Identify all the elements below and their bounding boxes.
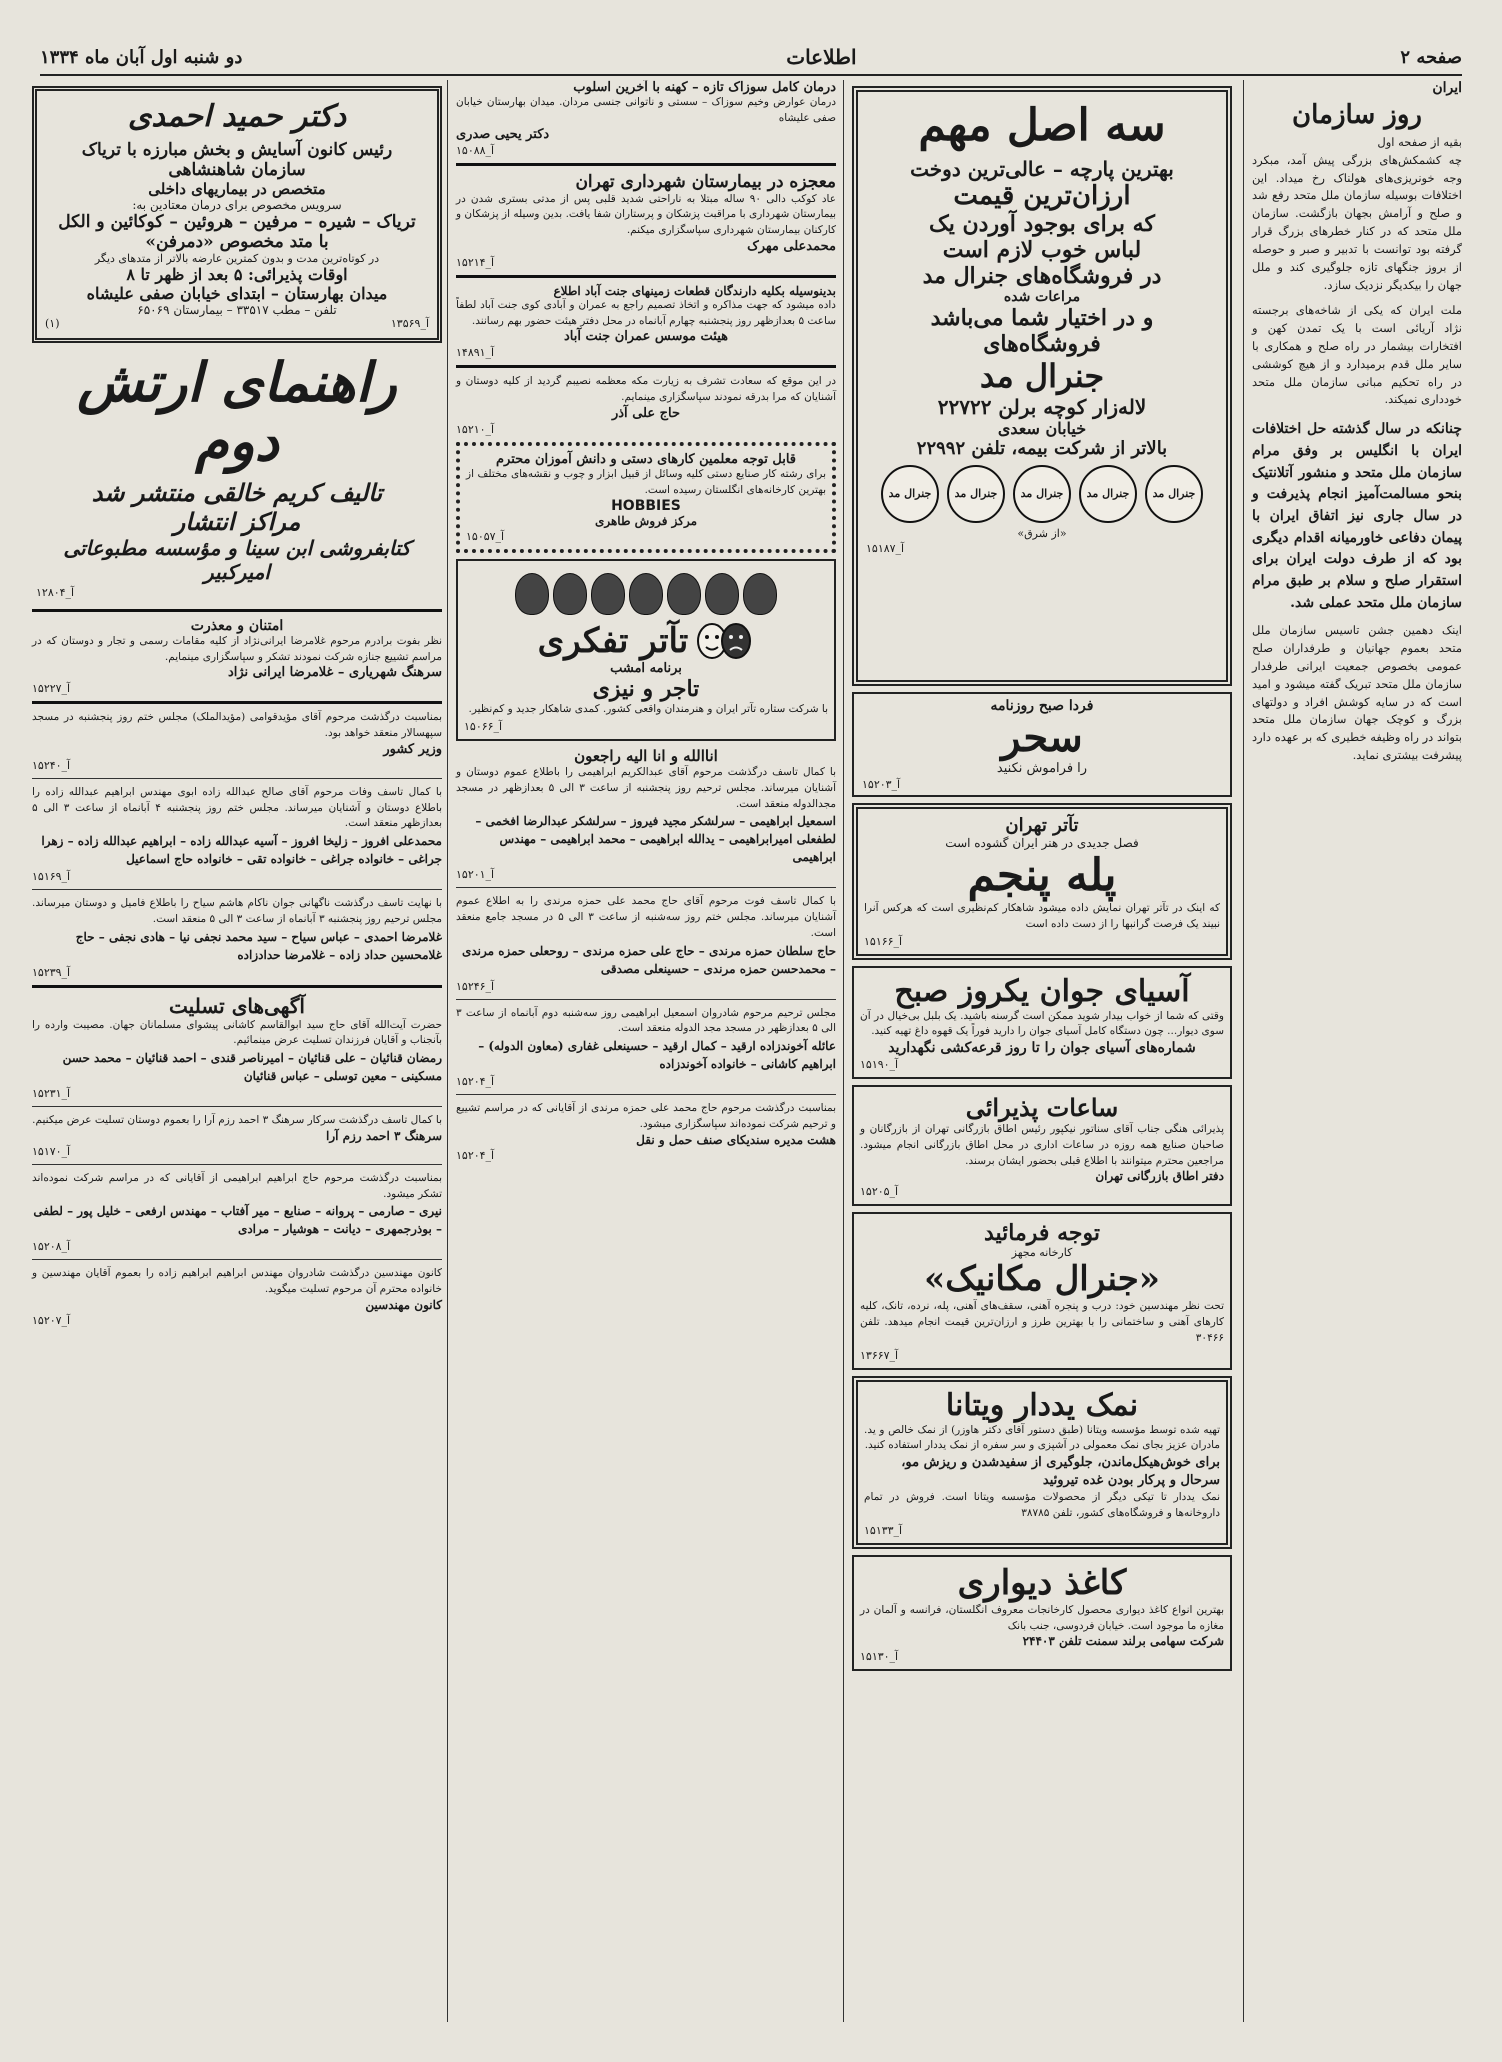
ad-body: درمان عوارض وخیم سوزاک – سستی و ناتوانی جنسی مردان. میدان بهارستان خیابان صفی علیشاه: [456, 96, 836, 124]
ad-body: وقتی که شما از خواب بیدار شوید ممکن است گرسنه باشید. یک بلبل بی‌خیال در آن سوی دیوار... چون دستگاه کامل آسیای جوان را دارید فوراً یک قهوه داغ تهیه کنید.: [860, 1009, 1224, 1038]
ad-line: فصل جدیدی در هنر ایران گشوده است: [945, 836, 1139, 850]
ad-title: امتنان و معذرت: [190, 617, 284, 634]
ad-theatre-tafakori: [456, 559, 836, 741]
ad-kanoon: [32, 1266, 442, 1327]
ad-body: بمناسبت درگذشت مرحوم آقای مؤیدقوامی (مؤیدالملک) مجلس ختم روز پنجشنبه در مسجد سپهسالار منعقد خواهد بود.: [32, 711, 442, 740]
ad-title: توجه فرمائید: [984, 1220, 1100, 1247]
ad-line: را فراموش نکنید: [996, 761, 1088, 776]
ad-title: سه اصل مهم: [918, 100, 1166, 151]
ad-brand: جنرال مد: [979, 357, 1105, 395]
ad-title: کاغذ دیواری: [957, 1562, 1127, 1603]
ad-code: آ_۱۵۰۵۷: [466, 530, 505, 544]
ad-line: ارزان‌ترین قیمت: [953, 181, 1131, 211]
theatre-masks-icon: [694, 621, 754, 661]
ad-body: با کمال تاسف فوت مرحوم آقای حاج محمد علی حمزه مرندی را به اطلاع عموم آشنایان میرساند. مجلس ختم روز سه‌شنبه از ساعت ۳ الی ۵ در مسجد جامع منعقد است.: [456, 895, 836, 939]
column-ads-right: [843, 80, 1240, 2022]
ad-sign: مرکز فروش طاهری: [594, 514, 698, 529]
brand-badge-logo: جنرال مد: [1145, 465, 1203, 523]
ad-code: آ_۱۲۸۰۴: [36, 585, 75, 599]
ad-line: تالیف کریم خالقی منتشر شد: [91, 477, 383, 507]
ad-sahar: [852, 692, 1232, 797]
ad-sign: سرهنگ شهریاری – غلامرضا ایرانی نژاد: [227, 665, 442, 681]
ad-sign: محمدعلی مهرک: [747, 238, 836, 254]
ad-body: نظر بفوت برادرم مرحوم غلامرضا ایرانی‌نژاد از کلیه مقامات رسمی و تجار و دوستان که در مراسم تشییع جنازه شرکت نمودند تشکر و سپاسگزاری مینمایم.: [32, 634, 442, 663]
brand-badge-logo: جنرال مد: [1079, 465, 1137, 523]
ad-code: آ_۱۵۰۶۶: [464, 720, 503, 733]
ad-code: آ_۱۵۱۹۰: [860, 1058, 899, 1071]
ad-line: مراعات شده: [1003, 289, 1081, 305]
ad-title: معجزه در بیمارستان شهرداری تهران: [575, 171, 836, 192]
ad-code: آ_۱۵۲۱۰: [456, 422, 495, 436]
ad-body: تحت نظر مهندسین خود: درب و پنجره آهنی، سقف‌های آهنی، پله، نرده، تانک، کلیه کارهای آهنی و ساختمانی را با بهترین طرز و ارزان‌ترین قیمت انجام میدهد. تلفن ۳۰۴۶۶: [860, 1300, 1224, 1344]
ad-title: ساعات پذیرائی: [965, 1093, 1119, 1122]
ad-play-title: تاجر و نیزی: [592, 676, 700, 703]
actor-portraits: [464, 573, 828, 615]
ad-tasliat: [32, 994, 442, 1101]
ad-body: بمناسبت درگذشت مرحوم حاج محمد علی حمزه مرندی از آقایانی که در مراسم تشییع و ترحیم شرکت نموده‌اند سپاسگزاری میشود.: [456, 1102, 836, 1130]
ad-code: آ_۱۵۲۰۱: [456, 868, 495, 882]
ad-line: متخصص در بیماریهای داخلی: [148, 180, 326, 198]
actor-portrait: [705, 573, 739, 615]
ad-sign: کانون مهندسین: [365, 1297, 442, 1312]
ad-line: که برای بوجود آوردن یک: [929, 211, 1155, 237]
brand-badges: [866, 465, 1218, 523]
ad-names: نیری – صارمی – پروانه – صنایع – میر آفتاب – مهندس ارفعی – خلیل پور – لطفی – بوذرجمهری – دیانت – هوشیار – مرادی: [33, 1204, 442, 1237]
ad-line: تریاک – شیره – مرفین – هروئین – کوکائین و الکل: [58, 212, 416, 232]
ad-body: با نهایت تاسف درگذشت ناگهانی جوان ناکام هاشم سیاح را باطلاع فامیل و دوستان میرساند. مجلس ترحیم روز پنجشنبه ۳ آبانماه از ساعت ۳ الی ۵ منعقد است.: [32, 897, 442, 925]
ad-sign: هیئت موسس عمران جنت آباد: [563, 329, 729, 345]
ad-hours: اوقات پذیرائی: ۵ بعد از ظهر تا ۸: [126, 265, 348, 284]
column-ads-left: [24, 80, 450, 2022]
ad-condolence-5: [32, 710, 442, 772]
ad-thanks: [32, 618, 442, 696]
ad-condolence-7: [32, 896, 442, 979]
article-body-1: چه کشمکش‌های بزرگی پیش آمد، مبکرد وجه خونریزی‌های هولناک رخ میداد. این اختلافات بوسیله سازمان ملل متحد رفع شد و صلح و آرامش بجهان بازگشت. سازمان ملل متحد که در کنار خطرهای بزرگ قرار گرفته بود توانست با تدبیر و صبر و حوصله از بروز جنگهای تازه جلوگیری کند و ملل جهان را بیکدیگر نزدیک سازد.: [1252, 152, 1462, 292]
ad-body: با کمال تاسف وفات مرحوم آقای صالح عبدالله زاده ابوی مهندس ابراهیم عبدالله زاده را باطلاع دوستان و آشنایان میرساند. مجلس ختم روز پنجشنبه ۴ آبانماه از ساعت ۳ الی ۵ بعدازظهر منعقد است.: [32, 785, 442, 830]
ad-names: رمضان قنائیان – علی قنائیان – امیرناصر قندی – احمد قنائیان – محمد حسن مسکینی – معین توسلی – عباس قنائیان: [62, 1051, 442, 1084]
book-title: راهنمای ارتش دوم: [77, 350, 397, 474]
ad-code: آ_۱۵۲۱۴: [456, 255, 495, 269]
article-title: روز سازمان: [1292, 100, 1422, 130]
ad-line: سازمان شاهنشاهی: [168, 160, 306, 180]
ad-code: آ_۱۵۲۴۶: [456, 979, 495, 993]
actor-portrait: [553, 573, 587, 615]
ad-sign: شرکت سهامی برلند سمنت تلفن ۲۴۴۰۳: [1022, 1634, 1224, 1649]
issue-date: دو شنبه اول آبان ماه ۱۳۳۴: [40, 46, 243, 68]
ad-line: مراکز انتشار: [173, 506, 301, 536]
ad-jannatabad: [456, 284, 836, 360]
ad-code: آ_۱۵۲۴۰: [32, 758, 71, 772]
ad-line: بهترین پارچه – عالی‌ترین دوخت: [910, 157, 1174, 181]
ad-code: آ_۱۳۶۶۷: [860, 1348, 899, 1362]
ad-line: فروشگاه‌های: [983, 331, 1101, 357]
ad-body: با شرکت ستاره تآتر ایران و هنرمندان واقعی کشور. کمدی شاهکار جدید و کم‌نظیر.: [468, 703, 828, 716]
ad-line: رئیس کانون آسایش و بخش مبارزه با تریاک: [81, 140, 393, 160]
ad-code: آ_۱۵۱۳۰: [860, 1650, 899, 1664]
ad-code: آ_۱۵۱۶۹: [32, 870, 71, 884]
ad-play-title: پله پنجم: [967, 850, 1117, 901]
ad-title: آگهی‌های تسلیت: [169, 993, 305, 1018]
ad-bold: شماره‌های آسیای جوان را تا روز قرعه‌کشی نگهدارید: [888, 1040, 1196, 1056]
article-bold-paragraph: چنانکه در سال گذشته حل اختلافات ایران با انگلیس بر وفق مرام سازمان ملل متحد و منشور آتلانتیک بنحو مسالمت‌آمیز انجام پذیرفت و در سال جاری نیز اتفاق ایران با پیمان دفاعی خاورمیانه اقدام دیگری بود که از طرف دولت ایران برای استقرار صلح و سلام بر طبق مرام سازمان ملل متحد عملی شد.: [1252, 421, 1462, 611]
ad-address: میدان بهارستان – ابتدای خیابان صفی علیشاه: [86, 284, 388, 303]
ad-body: مجلس ترحیم مرحوم شادروان اسمعیل ابراهیمی روز سه‌شنبه دوم آبانماه از ساعت ۳ الی ۵ بعدازظهر در مسجد مجد الدوله منعقد است.: [456, 1006, 836, 1035]
ad-code: آ_۱۴۸۹۱: [456, 346, 495, 360]
ad-tehran-theatre: [852, 803, 1232, 960]
ad-body: با کمال تاسف درگذشت سرکار سرهنگ ۳ احمد رزم آرا را بعموم دوستان تسلیت عرض میکنیم.: [32, 1114, 442, 1127]
ad-book: [32, 349, 442, 603]
column-news: [1243, 80, 1462, 2022]
ad-code: آ_۱۵۲۰۴: [456, 1148, 495, 1162]
ad-body: حضرت آیت‌الله آقای حاج سید ابوالقاسم کاشانی پیشوای مسلمانان جهان. مصیبت وارده را بآنجناب و آقایان فرزندان تسلیت عرض مینمائیم.: [32, 1018, 442, 1047]
ad-brand: HOBBIES: [611, 498, 681, 515]
brand-badge-logo: جنرال مد: [881, 465, 939, 523]
page-number: صفحه ۲: [1400, 46, 1462, 68]
ad-code: آ_۱۵۲۰۳: [862, 778, 901, 791]
ad-code: آ_۱۵۲۰۴: [456, 1075, 495, 1088]
actor-portrait: [743, 573, 777, 615]
ad-address: خیابان سعدی: [997, 419, 1087, 438]
ad-note: «از شرق»: [1017, 527, 1067, 540]
ad-teachers: [456, 442, 836, 554]
ad-body: بهترین انواع کاغذ دیواری محصول کارخانجات معروف انگلستان، فرانسه و آلمان در مغازه ما موجود است. خیابان فردوسی، جنب بانک: [860, 1603, 1224, 1632]
actor-portrait: [629, 573, 663, 615]
ad-condolence-1: [456, 747, 836, 881]
article-body-3: اینک دهمین جشن تاسیس سازمان ملل متحد بعموم جهانیان و طرفداران صلح عمومی بخصوص جمعیت ایرانی طرفدار سازمان ملل متحد تبریک گفته میشود و امید است که در سایه کوشش افراد و دولتهای بزرگ و کوچک جهان سازمان ملل متحد بتواند در راه وظیفه خطیری که بر عهده دارد پیشرفت بیشتری نماید.: [1252, 623, 1462, 763]
section-label: ایران: [1432, 80, 1462, 96]
brand-badge-logo: جنرال مد: [1013, 465, 1071, 523]
ad-condolence-2: [456, 894, 836, 992]
masthead: [40, 40, 1462, 76]
ad-saat-paziraei: [852, 1085, 1232, 1206]
ad-hospital: [456, 172, 836, 269]
ad-code: آ_۱۵۱۸۷: [866, 542, 905, 555]
ad-sign: وزیر کشور: [383, 741, 442, 757]
ad-title: تآتر تفکری: [537, 621, 689, 662]
ad-title: آسیای جوان یکروز صبح: [894, 973, 1190, 1009]
ad-names: محمدعلی افروز – زلیخا افروز – آسیه عبدالله زاده – ابراهیم عبدالله زاده – زهرا جراغی – خانواده جراغی – خانواده تقی – خانواده حاج اسماعیل: [41, 834, 442, 867]
ad-code: آ_۱۳۵۶۹: [390, 317, 429, 330]
ad-line: کارخانه مجهز: [1011, 1246, 1073, 1260]
ad-brand: «جنرال مکانیک»: [923, 1259, 1161, 1300]
ad-body: در این موقع که سعادت تشرف به زیارت مکه معظمه نصیبم گردید از کلیه دوستان و آشنایان که مرا بدرقه نمودند سپاسگزاری مینمایم.: [456, 375, 836, 403]
ad-body: برای رشته کار صنایع دستی کلیه وسائل از قبیل ابزار و چوب و نقشه‌های مختلف از بهترین کارخانه‌های انگلستان رسیده است.: [466, 467, 826, 496]
ad-salt: [852, 1376, 1232, 1549]
ad-wallpaper: [852, 1555, 1232, 1672]
ad-code: آ_۱۵۰۸۸: [456, 143, 495, 157]
ad-code: آ_۱۵۲۲۷: [32, 682, 71, 696]
ad-general-mechanic: [852, 1212, 1232, 1369]
ad-address: بالاتر از شرکت بیمه، تلفن ۲۲۹۹۲: [916, 438, 1168, 459]
ad-body: پذیرائی هنگی جناب آقای سناتور نیکپور رئیس اطاق بازرگانی تهران از بازرگانان و صاحبان صنایع همه روزه در ساعات اداری در محل اطاق بازرگانی انجام میشود. مراجعین محترم میتوانند با اطلاع قبلی بحضور ایشان برسند.: [860, 1123, 1224, 1167]
ad-condolence-6: [32, 785, 442, 883]
ad-body: بمناسبت درگذشت مرحوم حاج ابراهیم ابراهیمی از آقایانی که در مراسم شرکت نموده‌اند تشکر میشود.: [32, 1171, 442, 1200]
ad-title: تآتر تهران: [1005, 815, 1079, 836]
ad-sign: هشت مدیره سندیکای صنف حمل و نقل: [636, 1132, 836, 1147]
ad-code: آ_۱۵۱۳۳: [864, 1523, 903, 1537]
ad-title: نمک یددار ویتانا: [945, 1387, 1139, 1423]
ad-line: در کوتاه‌ترین مدت و بدون کمترین عارضه بالاتر از متدهای دیگر: [94, 252, 380, 265]
ad-general-mod: [852, 86, 1232, 686]
ad-title: درمان کامل سوزاک تازه – کهنه با آخرین اسلوب: [573, 80, 836, 95]
ad-body: نمک یددار تا تیکی دیگر از محصولات مؤسسه ویتانا است. فروش در تمام داروخانه‌ها و فروشگاه‌های کشور، تلفن ۳۸۷۸۵: [864, 1491, 1220, 1520]
ad-code: آ_۱۵۱۷۰: [32, 1144, 71, 1158]
ad-names: اسمعیل ابراهیمی – سرلشکر مجید فیروز – سرلشکر عبدالرضا افخمی – لطفعلی امیرابراهیمی – یدالله ابراهیمی – محمد ابراهیمی – مهندس ابراهیمی: [475, 814, 836, 865]
ad-line: سرویس مخصوص برای درمان معتادین به:: [132, 198, 342, 212]
ad-body: تهیه شده توسط مؤسسه ویتانا (طبق دستور آقای دکتر هاوزر) از نمک خالص و ید. مادران عزیز بجای نمک معمولی در آشپزی و سر سفره از نمک یددار استفاده کنید.: [864, 1423, 1220, 1452]
ad-title: بدینوسیله بکلیه دارندگان قطعات زمینهای جنت آباد اطلاع: [553, 283, 836, 298]
column-ads-center: [447, 80, 844, 2022]
ad-body: با کمال تاسف درگذشت مرحوم آقای عبدالکریم ابراهیمی را باطلاع عموم دوستان و آشنایان میرساند. مجلس ترحیم روز پنجشنبه از ساعت ۳ الی ۵ بعدازظهر در مسجد مجدالدوله منعقد است.: [456, 766, 836, 810]
ad-code: آ_۱۵۲۰۵: [860, 1185, 899, 1199]
ad-condolence-8: [32, 1113, 442, 1158]
ad-address: لاله‌زار کوچه برلن ۲۲۷۲۲: [937, 395, 1147, 419]
brand-badge-logo: جنرال مد: [947, 465, 1005, 523]
ad-condolence-9: [32, 1171, 442, 1254]
ad-code: آ_۱۵۲۰۸: [32, 1240, 71, 1254]
ad-sign: دفتر اطاق بازرگانی تهران: [1095, 1169, 1224, 1184]
ad-line: در فروشگاه‌های جنرال مد: [922, 263, 1162, 289]
ad-doctor-ahmadi: [32, 86, 442, 343]
ad-line: با متد مخصوص «دمرفن»: [145, 232, 329, 252]
ad-body: داده میشود که جهت مذاکره و اتخاذ تصمیم راجع به عمران و آبادی کوی جنت آباد لطفاً ساعت ۵ بعدازظهر روز پنجشنبه چهارم آبانماه در محل دفتر هیئت حضور بهم رسانند.: [456, 298, 836, 327]
ad-line: برنامه امشب: [610, 661, 682, 677]
ad-code: آ_۱۵۲۰۷: [32, 1313, 71, 1327]
ad-asia-javan: [852, 966, 1232, 1080]
ad-line: و در اختیار شما می‌باشد: [930, 305, 1154, 331]
theatre-logo: [464, 621, 828, 661]
ad-code: آ_۱۵۱۶۶: [864, 934, 903, 948]
ad-title: اناالله و انا الیه راجعون: [574, 747, 718, 765]
ad-line: فردا صبح روزنامه: [990, 698, 1094, 714]
ad-body: عاد کوکب دالی ۹۰ ساله مبتلا به ناراحتی شدید قلبی پس از مدتی بستری شدن در بیمارستان شهرداری با مراقبت پزشکان و پرستاران شفا یافت. بدین وسیله از پزشکان و کارکنان بیمارستان شهرداری سپاسگزاری میکنم.: [456, 192, 836, 236]
ad-hajj: [456, 374, 836, 436]
ad-names: عائله آخوندزاده ارقید – کمال ارقید – حسینعلی غفاری (معاون الدوله) – ابراهیم کاشانی – خانواده آخوندزاده: [478, 1039, 836, 1071]
ad-title: قابل توجه معلمین کارهای دستی و دانش آموزان محترم: [495, 451, 796, 467]
ad-bold: برای خوش‌هیکل‌ماندن، جلوگیری از سفیدشدن و ریزش مو، سرحال و پرکار بودن غده تیروئید: [901, 1455, 1220, 1489]
ad-body: کانون مهندسین درگذشت شادروان مهندس ابراهیم ابراهیم زاده را بعموم آقایان مهندسین و خانواده محترم آن مرحوم تسلیت میگوید.: [32, 1267, 442, 1296]
ad-line: لباس خوب لازم است: [942, 237, 1142, 263]
article-continued: بقیه از صفحه اول: [1377, 135, 1462, 149]
paper-name: اطلاعات: [786, 45, 857, 69]
ad-number: (۱): [45, 317, 60, 330]
actor-portrait: [667, 573, 701, 615]
ad-sign: سرهنگ ۳ احمد رزم آرا: [325, 1128, 442, 1143]
ad-code: آ_۱۵۲۳۱: [32, 1087, 71, 1101]
article-body-2: ملت ایران که یکی از شاخه‌های برجسته نژاد آریائی است با یک تمدن کهن و افتخارات بیشمار در راه صلح و همکاری با سایر ملل قدم برمیدارد و از هیچ کوششی در راه تحکیم مبانی سازمان ملل متحد خودداری نمیکند.: [1252, 303, 1462, 407]
ad-phone: تلفن – مطب ۳۳۵۱۷ – بیمارستان ۶۵۰۶۹: [137, 303, 337, 317]
ad-sign: حاج علی آذر: [611, 405, 680, 421]
doctor-name: دکتر حمید احمدی: [127, 99, 347, 134]
ad-condolence-3: [456, 1006, 836, 1089]
ad-dentist: [456, 80, 836, 157]
ad-names: حاج سلطان حمزه مرندی – حاج علی حمزه مرندی – روحعلی حمزه مرندی – محمدحسن حمزه مرندی – حسینعلی مصدقی: [461, 943, 836, 976]
ad-condolence-4: [456, 1101, 836, 1162]
ad-desc: که اینک در تآتر تهران نمایش داده میشود شاهکار کم‌نظیری است که هرکس آنرا نبیند یک فرصت گرانبها را از دست داده است: [864, 902, 1220, 930]
actor-portrait: [591, 573, 625, 615]
actor-portrait: [515, 573, 549, 615]
ad-sign: دکتر یحیی صدری: [456, 126, 550, 142]
ad-title: سحر: [1001, 714, 1083, 761]
ad-names: غلامرضا احمدی – عباس سیاح – سید محمد نجفی نیا – هادی نجفی – حاج غلامحسین حداد زاده – غلامرضا حدادزاده: [75, 929, 442, 962]
ad-line: کتابفروشی ابن سینا و مؤسسه مطبوعاتی امیرکبیر: [63, 535, 411, 584]
ad-code: آ_۱۵۲۳۹: [32, 965, 71, 979]
